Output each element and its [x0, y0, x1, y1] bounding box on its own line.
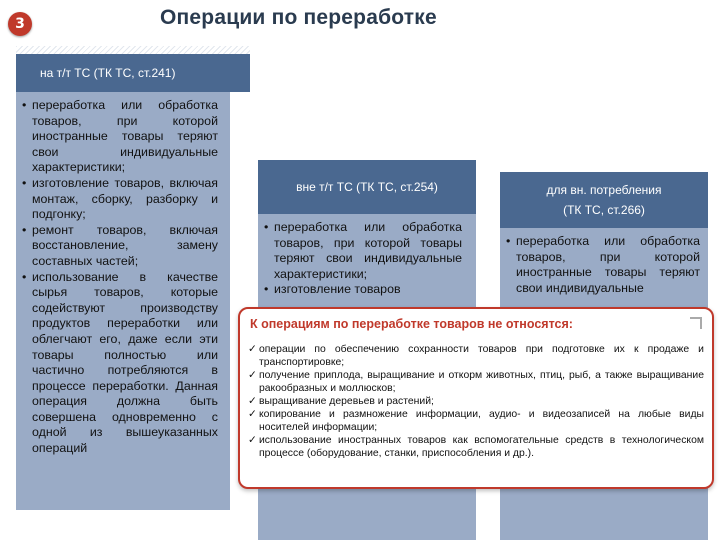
slide-number-badge: 3 [8, 12, 32, 36]
column1-list [22, 98, 218, 457]
list-item: ✓ получение приплода, выращивание и откорм животных, птиц, рыб, а также выращивание ракообразных и моллюсков; [248, 370, 704, 394]
checkmark-icon: ✓ [248, 396, 257, 407]
column3-header [500, 172, 708, 228]
list-item: ✓ использование иностранных товаров как вспомогательные средств в технологическом процессе (оборудование, станки, приспособления и др.). [248, 435, 704, 459]
list-item: ✓ операции по обеспечению сохранности товаров при подготовке их к продаже и транспортировке; [248, 344, 704, 368]
column1-body [16, 92, 230, 510]
corner-mark-icon [690, 317, 702, 329]
exclusions-callout [238, 307, 714, 489]
checkmark-icon: ✓ [248, 435, 257, 446]
column1-header: на т/т ТС (ТК ТС, ст.241) [16, 54, 250, 92]
list-item: • изготовление товаров [264, 282, 401, 297]
exclusions-heading: К операциям по переработке товаров не относятся: [250, 317, 573, 331]
checkmark-icon: ✓ [248, 344, 257, 355]
slide-title: Операции по переработке [160, 6, 437, 29]
decorative-hatch [16, 46, 250, 54]
list-item: ✓ копирование и размножение информации, аудио- и видеозаписей на любые виды носителей информации; [248, 409, 704, 433]
list-item: ✓ выращивание деревьев и растений; [248, 396, 434, 407]
column2-list [264, 220, 462, 298]
list-item: • ремонт товаров, включая восстановление, замену составных частей; [22, 222, 218, 268]
list-item: • изготовление товаров, включая монтаж, сборку, разборку и подгонку; [22, 175, 218, 222]
checkmark-icon: ✓ [248, 370, 257, 381]
column3-list [506, 234, 700, 296]
list-item: • использование в качестве сырья товаров, которые содействуют производству продуктов переработки или облегчают его, даже если эти товары полностью или частично потребляются в процессе переработки. Данная операция должна быть совершена одновременно с одной из вышеуказанных операций [22, 269, 218, 456]
checkmark-icon: ✓ [248, 409, 257, 420]
column3-header-line2: (ТК ТС, ст.266) [563, 203, 645, 217]
list-item: • переработка или обработка товаров, при которой иностранные товары теряют свои индивидуальные [506, 234, 700, 295]
column2-header: вне т/т ТС (ТК ТС, ст.254) [258, 160, 476, 214]
column3-header-line1: для вн. потребления [546, 183, 662, 197]
list-item: • переработка или обработка товаров, при которой товары теряют свои индивидуальные характеристики; [264, 220, 462, 281]
list-item: • переработка или обработка товаров, при которой иностранные товары теряют свои индивидуальные характеристики; [22, 98, 218, 175]
exclusions-list [248, 343, 704, 460]
